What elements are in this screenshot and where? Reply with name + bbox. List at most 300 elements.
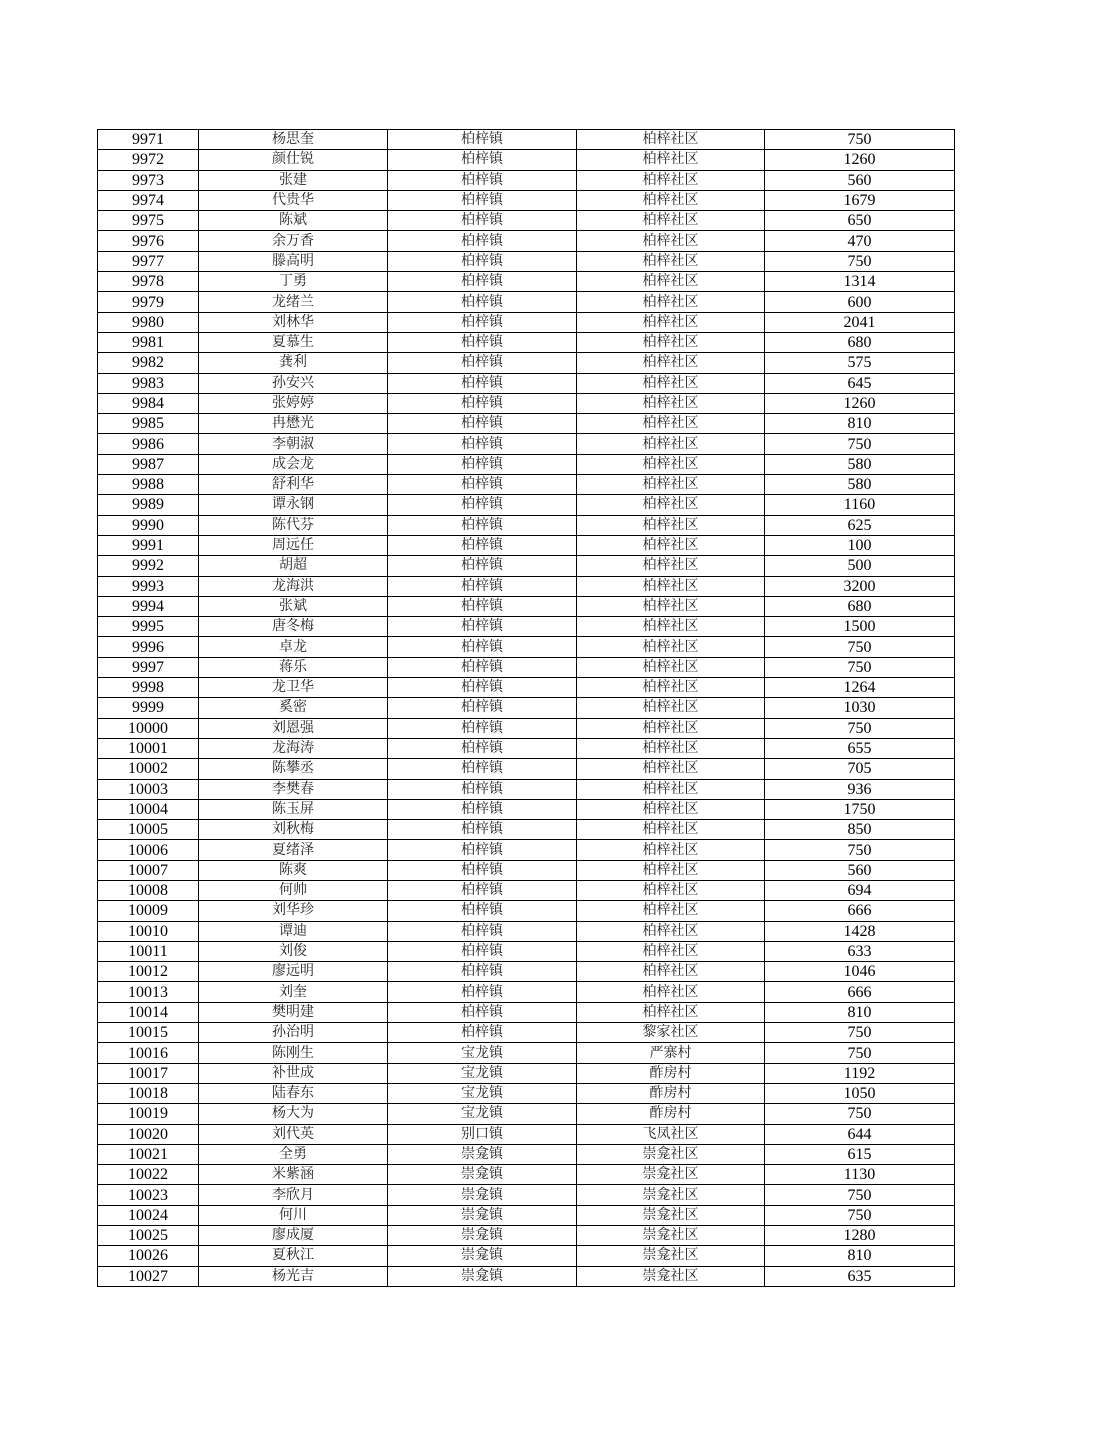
records-table — [97, 129, 955, 1287]
community-cell: 柏梓社区 — [577, 901, 765, 921]
community-cell: 柏梓社区 — [577, 130, 765, 150]
town-cell: 柏梓镇 — [388, 637, 577, 657]
town-cell: 柏梓镇 — [388, 373, 577, 393]
record-number-cell: 9993 — [98, 576, 199, 596]
town-cell: 柏梓镇 — [388, 272, 577, 292]
town-cell: 柏梓镇 — [388, 759, 577, 779]
community-cell: 柏梓社区 — [577, 312, 765, 332]
record-number-cell: 10008 — [98, 880, 199, 900]
record-number-cell: 9999 — [98, 698, 199, 718]
record-number-cell: 10010 — [98, 921, 199, 941]
person-name-cell: 龙海洪 — [199, 576, 388, 596]
table-row — [98, 515, 955, 535]
town-cell: 崇龛镇 — [388, 1266, 577, 1286]
amount-cell: 1679 — [765, 190, 955, 210]
record-number-cell: 10012 — [98, 962, 199, 982]
town-cell: 柏梓镇 — [388, 515, 577, 535]
town-cell: 柏梓镇 — [388, 1002, 577, 1022]
record-number-cell: 9990 — [98, 515, 199, 535]
community-cell: 柏梓社区 — [577, 860, 765, 880]
town-cell: 柏梓镇 — [388, 657, 577, 677]
record-number-cell: 10023 — [98, 1185, 199, 1205]
town-cell: 柏梓镇 — [388, 880, 577, 900]
person-name-cell: 樊明建 — [199, 1002, 388, 1022]
community-cell: 柏梓社区 — [577, 393, 765, 413]
amount-cell: 1280 — [765, 1226, 955, 1246]
person-name-cell: 何帅 — [199, 880, 388, 900]
amount-cell: 680 — [765, 332, 955, 352]
town-cell: 柏梓镇 — [388, 434, 577, 454]
community-cell: 飞凤社区 — [577, 1124, 765, 1144]
person-name-cell: 龙卫华 — [199, 678, 388, 698]
town-cell: 柏梓镇 — [388, 617, 577, 637]
person-name-cell: 陈攀丞 — [199, 759, 388, 779]
community-cell: 柏梓社区 — [577, 657, 765, 677]
person-name-cell: 蒋乐 — [199, 657, 388, 677]
table-row — [98, 535, 955, 555]
record-number-cell: 9980 — [98, 312, 199, 332]
table-row — [98, 880, 955, 900]
community-cell: 崇龛社区 — [577, 1266, 765, 1286]
amount-cell: 625 — [765, 515, 955, 535]
town-cell: 柏梓镇 — [388, 170, 577, 190]
amount-cell: 560 — [765, 170, 955, 190]
town-cell: 宝龙镇 — [388, 1043, 577, 1063]
amount-cell: 750 — [765, 840, 955, 860]
person-name-cell: 丁勇 — [199, 272, 388, 292]
amount-cell: 750 — [765, 251, 955, 271]
record-number-cell: 9985 — [98, 414, 199, 434]
table-row — [98, 475, 955, 495]
town-cell: 崇龛镇 — [388, 1226, 577, 1246]
town-cell: 别口镇 — [388, 1124, 577, 1144]
table-row — [98, 759, 955, 779]
table-row — [98, 1246, 955, 1266]
record-number-cell: 9994 — [98, 596, 199, 616]
person-name-cell: 刘代英 — [199, 1124, 388, 1144]
person-name-cell: 陈玉屏 — [199, 799, 388, 819]
town-cell: 柏梓镇 — [388, 393, 577, 413]
person-name-cell: 夏慕生 — [199, 332, 388, 352]
community-cell: 柏梓社区 — [577, 718, 765, 738]
community-cell: 柏梓社区 — [577, 617, 765, 637]
person-name-cell: 刘奎 — [199, 982, 388, 1002]
person-name-cell: 冉懋光 — [199, 414, 388, 434]
town-cell: 柏梓镇 — [388, 495, 577, 515]
person-name-cell: 刘秋梅 — [199, 820, 388, 840]
amount-cell: 750 — [765, 130, 955, 150]
amount-cell: 470 — [765, 231, 955, 251]
table-row — [98, 1205, 955, 1225]
amount-cell: 750 — [765, 657, 955, 677]
town-cell: 柏梓镇 — [388, 231, 577, 251]
town-cell: 柏梓镇 — [388, 921, 577, 941]
town-cell: 柏梓镇 — [388, 962, 577, 982]
amount-cell: 650 — [765, 211, 955, 231]
amount-cell: 1500 — [765, 617, 955, 637]
community-cell: 柏梓社区 — [577, 414, 765, 434]
person-name-cell: 颜仕锐 — [199, 150, 388, 170]
person-name-cell: 张婷婷 — [199, 393, 388, 413]
record-number-cell: 10024 — [98, 1205, 199, 1225]
amount-cell: 750 — [765, 1023, 955, 1043]
amount-cell: 810 — [765, 1002, 955, 1022]
community-cell: 柏梓社区 — [577, 840, 765, 860]
amount-cell: 1160 — [765, 495, 955, 515]
record-number-cell: 9971 — [98, 130, 199, 150]
town-cell: 崇龛镇 — [388, 1246, 577, 1266]
record-number-cell: 10027 — [98, 1266, 199, 1286]
community-cell: 柏梓社区 — [577, 231, 765, 251]
community-cell: 柏梓社区 — [577, 738, 765, 758]
community-cell: 柏梓社区 — [577, 921, 765, 941]
table-row — [98, 373, 955, 393]
town-cell: 柏梓镇 — [388, 475, 577, 495]
town-cell: 柏梓镇 — [388, 292, 577, 312]
table-row — [98, 1023, 955, 1043]
amount-cell: 694 — [765, 880, 955, 900]
town-cell: 崇龛镇 — [388, 1165, 577, 1185]
amount-cell: 100 — [765, 535, 955, 555]
record-number-cell: 10026 — [98, 1246, 199, 1266]
community-cell: 柏梓社区 — [577, 475, 765, 495]
community-cell: 柏梓社区 — [577, 799, 765, 819]
community-cell: 严寨村 — [577, 1043, 765, 1063]
community-cell: 崇龛社区 — [577, 1205, 765, 1225]
record-number-cell: 10016 — [98, 1043, 199, 1063]
town-cell: 柏梓镇 — [388, 698, 577, 718]
table-row — [98, 130, 955, 150]
community-cell: 柏梓社区 — [577, 962, 765, 982]
amount-cell: 580 — [765, 475, 955, 495]
record-number-cell: 9973 — [98, 170, 199, 190]
community-cell: 崇龛社区 — [577, 1165, 765, 1185]
town-cell: 宝龙镇 — [388, 1063, 577, 1083]
record-number-cell: 10000 — [98, 718, 199, 738]
table-row — [98, 820, 955, 840]
table-row — [98, 921, 955, 941]
community-cell: 柏梓社区 — [577, 211, 765, 231]
community-cell: 柏梓社区 — [577, 759, 765, 779]
community-cell: 柏梓社区 — [577, 596, 765, 616]
amount-cell: 500 — [765, 556, 955, 576]
records-table-body — [98, 130, 955, 1287]
table-row — [98, 941, 955, 961]
amount-cell: 680 — [765, 596, 955, 616]
record-number-cell: 9975 — [98, 211, 199, 231]
table-row — [98, 1002, 955, 1022]
amount-cell: 2041 — [765, 312, 955, 332]
community-cell: 柏梓社区 — [577, 576, 765, 596]
community-cell: 柏梓社区 — [577, 535, 765, 555]
record-number-cell: 9991 — [98, 535, 199, 555]
table-row — [98, 1043, 955, 1063]
person-name-cell: 廖成厦 — [199, 1226, 388, 1246]
person-name-cell: 余万香 — [199, 231, 388, 251]
town-cell: 柏梓镇 — [388, 556, 577, 576]
community-cell: 柏梓社区 — [577, 272, 765, 292]
person-name-cell: 孙治明 — [199, 1023, 388, 1043]
record-number-cell: 9987 — [98, 454, 199, 474]
amount-cell: 750 — [765, 1185, 955, 1205]
record-number-cell: 9979 — [98, 292, 199, 312]
town-cell: 柏梓镇 — [388, 190, 577, 210]
town-cell: 柏梓镇 — [388, 130, 577, 150]
town-cell: 柏梓镇 — [388, 576, 577, 596]
person-name-cell: 奚密 — [199, 698, 388, 718]
amount-cell: 575 — [765, 353, 955, 373]
person-name-cell: 张斌 — [199, 596, 388, 616]
record-number-cell: 10003 — [98, 779, 199, 799]
town-cell: 柏梓镇 — [388, 738, 577, 758]
table-row — [98, 312, 955, 332]
table-row — [98, 901, 955, 921]
town-cell: 柏梓镇 — [388, 860, 577, 880]
amount-cell: 750 — [765, 637, 955, 657]
table-row — [98, 231, 955, 251]
person-name-cell: 舒利华 — [199, 475, 388, 495]
person-name-cell: 米紫涵 — [199, 1165, 388, 1185]
record-number-cell: 10020 — [98, 1124, 199, 1144]
table-row — [98, 1144, 955, 1164]
community-cell: 柏梓社区 — [577, 698, 765, 718]
record-number-cell: 9986 — [98, 434, 199, 454]
town-cell: 柏梓镇 — [388, 718, 577, 738]
town-cell: 柏梓镇 — [388, 414, 577, 434]
town-cell: 柏梓镇 — [388, 840, 577, 860]
community-cell: 柏梓社区 — [577, 332, 765, 352]
community-cell: 柏梓社区 — [577, 779, 765, 799]
amount-cell: 750 — [765, 718, 955, 738]
record-number-cell: 10019 — [98, 1104, 199, 1124]
town-cell: 柏梓镇 — [388, 941, 577, 961]
table-row — [98, 860, 955, 880]
community-cell: 柏梓社区 — [577, 434, 765, 454]
amount-cell: 666 — [765, 901, 955, 921]
amount-cell: 1030 — [765, 698, 955, 718]
person-name-cell: 陈代芬 — [199, 515, 388, 535]
town-cell: 柏梓镇 — [388, 251, 577, 271]
amount-cell: 580 — [765, 454, 955, 474]
table-row — [98, 698, 955, 718]
amount-cell: 750 — [765, 1104, 955, 1124]
record-number-cell: 9995 — [98, 617, 199, 637]
community-cell: 柏梓社区 — [577, 353, 765, 373]
community-cell: 柏梓社区 — [577, 880, 765, 900]
community-cell: 崇龛社区 — [577, 1144, 765, 1164]
person-name-cell: 杨光吉 — [199, 1266, 388, 1286]
person-name-cell: 陈爽 — [199, 860, 388, 880]
record-number-cell: 10015 — [98, 1023, 199, 1043]
table-row — [98, 211, 955, 231]
record-number-cell: 9983 — [98, 373, 199, 393]
record-number-cell: 10004 — [98, 799, 199, 819]
record-number-cell: 9982 — [98, 353, 199, 373]
community-cell: 柏梓社区 — [577, 292, 765, 312]
town-cell: 柏梓镇 — [388, 779, 577, 799]
table-row — [98, 272, 955, 292]
person-name-cell: 杨思奎 — [199, 130, 388, 150]
amount-cell: 645 — [765, 373, 955, 393]
table-row — [98, 332, 955, 352]
town-cell: 宝龙镇 — [388, 1083, 577, 1103]
table-row — [98, 1124, 955, 1144]
person-name-cell: 廖远明 — [199, 962, 388, 982]
table-row — [98, 962, 955, 982]
town-cell: 柏梓镇 — [388, 596, 577, 616]
table-row — [98, 150, 955, 170]
community-cell: 柏梓社区 — [577, 982, 765, 1002]
amount-cell: 1046 — [765, 962, 955, 982]
person-name-cell: 全勇 — [199, 1144, 388, 1164]
record-number-cell: 10001 — [98, 738, 199, 758]
amount-cell: 600 — [765, 292, 955, 312]
table-row — [98, 1104, 955, 1124]
table-row — [98, 414, 955, 434]
town-cell: 崇龛镇 — [388, 1205, 577, 1225]
town-cell: 柏梓镇 — [388, 1023, 577, 1043]
community-cell: 柏梓社区 — [577, 515, 765, 535]
town-cell: 柏梓镇 — [388, 799, 577, 819]
record-number-cell: 10002 — [98, 759, 199, 779]
amount-cell: 1314 — [765, 272, 955, 292]
town-cell: 崇龛镇 — [388, 1185, 577, 1205]
community-cell: 柏梓社区 — [577, 1002, 765, 1022]
town-cell: 柏梓镇 — [388, 211, 577, 231]
table-row — [98, 190, 955, 210]
town-cell: 柏梓镇 — [388, 678, 577, 698]
amount-cell: 936 — [765, 779, 955, 799]
table-row — [98, 617, 955, 637]
record-number-cell: 9989 — [98, 495, 199, 515]
community-cell: 柏梓社区 — [577, 373, 765, 393]
amount-cell: 3200 — [765, 576, 955, 596]
community-cell: 柏梓社区 — [577, 637, 765, 657]
town-cell: 柏梓镇 — [388, 901, 577, 921]
amount-cell: 1130 — [765, 1165, 955, 1185]
person-name-cell: 陈斌 — [199, 211, 388, 231]
table-row — [98, 353, 955, 373]
person-name-cell: 刘恩强 — [199, 718, 388, 738]
amount-cell: 750 — [765, 1043, 955, 1063]
amount-cell: 635 — [765, 1266, 955, 1286]
table-row — [98, 718, 955, 738]
record-number-cell: 9981 — [98, 332, 199, 352]
community-cell: 柏梓社区 — [577, 556, 765, 576]
amount-cell: 1260 — [765, 393, 955, 413]
person-name-cell: 刘华珍 — [199, 901, 388, 921]
community-cell: 柏梓社区 — [577, 170, 765, 190]
record-number-cell: 10025 — [98, 1226, 199, 1246]
record-number-cell: 10009 — [98, 901, 199, 921]
amount-cell: 1192 — [765, 1063, 955, 1083]
record-number-cell: 9992 — [98, 556, 199, 576]
person-name-cell: 滕高明 — [199, 251, 388, 271]
table-row — [98, 1266, 955, 1286]
amount-cell: 560 — [765, 860, 955, 880]
table-row — [98, 1063, 955, 1083]
table-row — [98, 1165, 955, 1185]
table-row — [98, 637, 955, 657]
person-name-cell: 唐冬梅 — [199, 617, 388, 637]
community-cell: 崇龛社区 — [577, 1246, 765, 1266]
community-cell: 柏梓社区 — [577, 941, 765, 961]
table-row — [98, 840, 955, 860]
community-cell: 酢房村 — [577, 1083, 765, 1103]
amount-cell: 1260 — [765, 150, 955, 170]
record-number-cell: 9976 — [98, 231, 199, 251]
person-name-cell: 李欣月 — [199, 1185, 388, 1205]
person-name-cell: 补世成 — [199, 1063, 388, 1083]
person-name-cell: 陆春东 — [199, 1083, 388, 1103]
community-cell: 柏梓社区 — [577, 495, 765, 515]
person-name-cell: 周远任 — [199, 535, 388, 555]
amount-cell: 750 — [765, 434, 955, 454]
amount-cell: 810 — [765, 1246, 955, 1266]
table-row — [98, 779, 955, 799]
community-cell: 酢房村 — [577, 1063, 765, 1083]
person-name-cell: 张建 — [199, 170, 388, 190]
person-name-cell: 刘俊 — [199, 941, 388, 961]
table-row — [98, 556, 955, 576]
person-name-cell: 代贵华 — [199, 190, 388, 210]
amount-cell: 1750 — [765, 799, 955, 819]
amount-cell: 633 — [765, 941, 955, 961]
person-name-cell: 成会龙 — [199, 454, 388, 474]
record-number-cell: 9997 — [98, 657, 199, 677]
amount-cell: 705 — [765, 759, 955, 779]
town-cell: 柏梓镇 — [388, 312, 577, 332]
record-number-cell: 10011 — [98, 941, 199, 961]
town-cell: 柏梓镇 — [388, 454, 577, 474]
table-row — [98, 170, 955, 190]
person-name-cell: 夏秋江 — [199, 1246, 388, 1266]
community-cell: 柏梓社区 — [577, 820, 765, 840]
record-number-cell: 9998 — [98, 678, 199, 698]
record-number-cell: 9972 — [98, 150, 199, 170]
amount-cell: 666 — [765, 982, 955, 1002]
person-name-cell: 谭永钢 — [199, 495, 388, 515]
person-name-cell: 卓龙 — [199, 637, 388, 657]
town-cell: 柏梓镇 — [388, 535, 577, 555]
community-cell: 崇龛社区 — [577, 1226, 765, 1246]
amount-cell: 1050 — [765, 1083, 955, 1103]
person-name-cell: 夏绪泽 — [199, 840, 388, 860]
table-row — [98, 576, 955, 596]
table-row — [98, 1083, 955, 1103]
record-number-cell: 10006 — [98, 840, 199, 860]
record-number-cell: 9988 — [98, 475, 199, 495]
amount-cell: 655 — [765, 738, 955, 758]
record-number-cell: 10007 — [98, 860, 199, 880]
record-number-cell: 10021 — [98, 1144, 199, 1164]
record-number-cell: 10018 — [98, 1083, 199, 1103]
community-cell: 酢房村 — [577, 1104, 765, 1124]
person-name-cell: 龙绪兰 — [199, 292, 388, 312]
table-row — [98, 657, 955, 677]
record-number-cell: 10005 — [98, 820, 199, 840]
record-number-cell: 10017 — [98, 1063, 199, 1083]
person-name-cell: 谭迪 — [199, 921, 388, 941]
community-cell: 柏梓社区 — [577, 251, 765, 271]
community-cell: 柏梓社区 — [577, 454, 765, 474]
community-cell: 黎家社区 — [577, 1023, 765, 1043]
town-cell: 柏梓镇 — [388, 982, 577, 1002]
person-name-cell: 孙安兴 — [199, 373, 388, 393]
table-row — [98, 434, 955, 454]
town-cell: 柏梓镇 — [388, 332, 577, 352]
community-cell: 柏梓社区 — [577, 150, 765, 170]
